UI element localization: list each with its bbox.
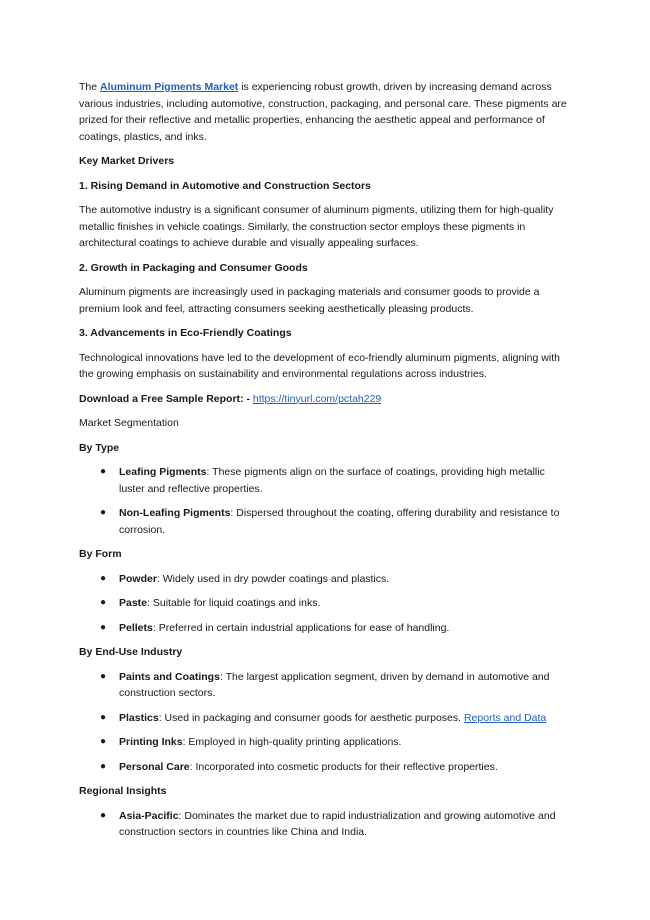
list-item-term: Plastics <box>119 711 159 724</box>
list-item-term: Paste <box>119 597 148 609</box>
bullet-icon: ● <box>100 670 107 682</box>
bullet-icon: ● <box>100 760 107 772</box>
list-item-text: : These pigments align on the surface of coatings, providing high metallic luster and reflective properties. <box>119 466 545 495</box>
intro-text-after: is experiencing robust growth, driven by increasing demand across various industries, including automotive, construction, packaging, and personal care. These pigments are prized for their reflective and metallic properties, enhancing the aesthetic appeal and performance of coatings, plastics, and inks. <box>79 81 567 143</box>
driver-2-text: Aluminum pigments are increasingly used in packaging materials and consumer goods to provide a premium look and feel, attracting consumers seeking aesthetically pleasing products. <box>79 286 540 315</box>
intro-text-before: The <box>79 81 101 93</box>
driver-1-title: 1. Rising Demand in Automotive and Construction Sectors <box>79 179 371 192</box>
list-item <box>79 669 572 702</box>
list-item <box>79 505 572 538</box>
list-item-term: Leafing Pigments <box>119 466 207 478</box>
sample-report-link[interactable]: https://tinyurl.com/pctah229 <box>252 392 382 405</box>
intro-paragraph <box>79 79 572 145</box>
bullet-icon: ● <box>100 621 107 633</box>
regional-list <box>79 808 572 841</box>
bullet-icon: ● <box>100 711 107 723</box>
list-item <box>79 571 572 588</box>
list-item-term: Powder <box>119 572 157 585</box>
list-item-text: : Dominates the market due to rapid industrialization and growing automotive and construction sectors in countries like China and India. <box>119 809 556 838</box>
driver-2-title: 2. Growth in Packaging and Consumer Goods <box>79 261 308 274</box>
bullet-icon: ● <box>100 507 107 518</box>
bullet-icon: ● <box>100 736 107 747</box>
list-item <box>79 595 572 612</box>
by-form-heading: By Form <box>79 548 122 560</box>
market-segmentation-heading: Market Segmentation <box>79 417 179 429</box>
list-item-term: Pellets <box>119 621 153 634</box>
key-market-drivers-heading: Key Market Drivers <box>79 155 175 167</box>
list-item-text: : Incorporated into cosmetic products for their reflective properties. <box>189 760 498 773</box>
list-item-term: Printing Inks <box>119 736 183 748</box>
bullet-icon: ● <box>100 572 107 584</box>
list-item-term: Paints and Coatings <box>119 670 220 683</box>
bullet-icon: ● <box>100 597 107 608</box>
list-item <box>79 464 572 497</box>
by-end-use-list <box>79 669 572 776</box>
download-label: Download a Free Sample Report: - <box>79 392 253 405</box>
by-type-list <box>79 464 572 538</box>
list-item <box>79 808 572 841</box>
list-item-term: Asia-Pacific <box>119 809 179 822</box>
driver-1-text: The automotive industry is a significant consumer of aluminum pigments, utilizing them for high-quality metallic finishes in vehicle coatings. Similarly, the construction sector employs these pigments in architectural coatings to achieve durable and visually appealing surfaces. <box>79 204 554 249</box>
list-item-text: : Widely used in dry powder coatings and plastics. <box>156 572 390 585</box>
by-form-list <box>79 571 572 637</box>
list-item-text: : The largest application segment, driven by demand in automotive and construction sectors. <box>119 670 550 699</box>
list-item-text: : Used in packaging and consumer goods for aesthetic purposes. <box>158 711 464 724</box>
bullet-icon: ● <box>100 466 107 477</box>
list-item-text: : Employed in high-quality printing applications. <box>182 736 402 748</box>
list-item-text: : Suitable for liquid coatings and inks. <box>147 597 321 609</box>
list-item-text: : Preferred in certain industrial applications for ease of handling. <box>152 621 450 634</box>
list-item <box>79 734 572 751</box>
list-item <box>79 759 572 776</box>
download-sample-line <box>79 391 572 408</box>
list-item <box>79 620 572 637</box>
driver-3-text: Technological innovations have led to the development of eco-friendly aluminum pigments, aligning with the growing emphasis on sustainability and environmental regulations across industries. <box>79 351 560 380</box>
driver-3-title: 3. Advancements in Eco-Friendly Coatings <box>79 327 292 339</box>
regional-insights-heading: Regional Insights <box>79 785 167 797</box>
by-end-use-heading: By End-Use Industry <box>79 646 183 658</box>
list-item-text: : Dispersed throughout the coating, offering durability and resistance to corrosion. <box>119 507 560 536</box>
reports-and-data-link[interactable]: Reports and Data <box>463 711 547 724</box>
list-item-term: Personal Care <box>119 760 190 773</box>
by-type-heading: By Type <box>79 441 120 454</box>
list-item-term: Non-Leafing Pigments <box>119 507 231 519</box>
aluminum-pigments-market-link[interactable]: Aluminum Pigments Market <box>100 81 239 93</box>
bullet-icon: ● <box>100 809 107 821</box>
list-item <box>79 710 572 727</box>
